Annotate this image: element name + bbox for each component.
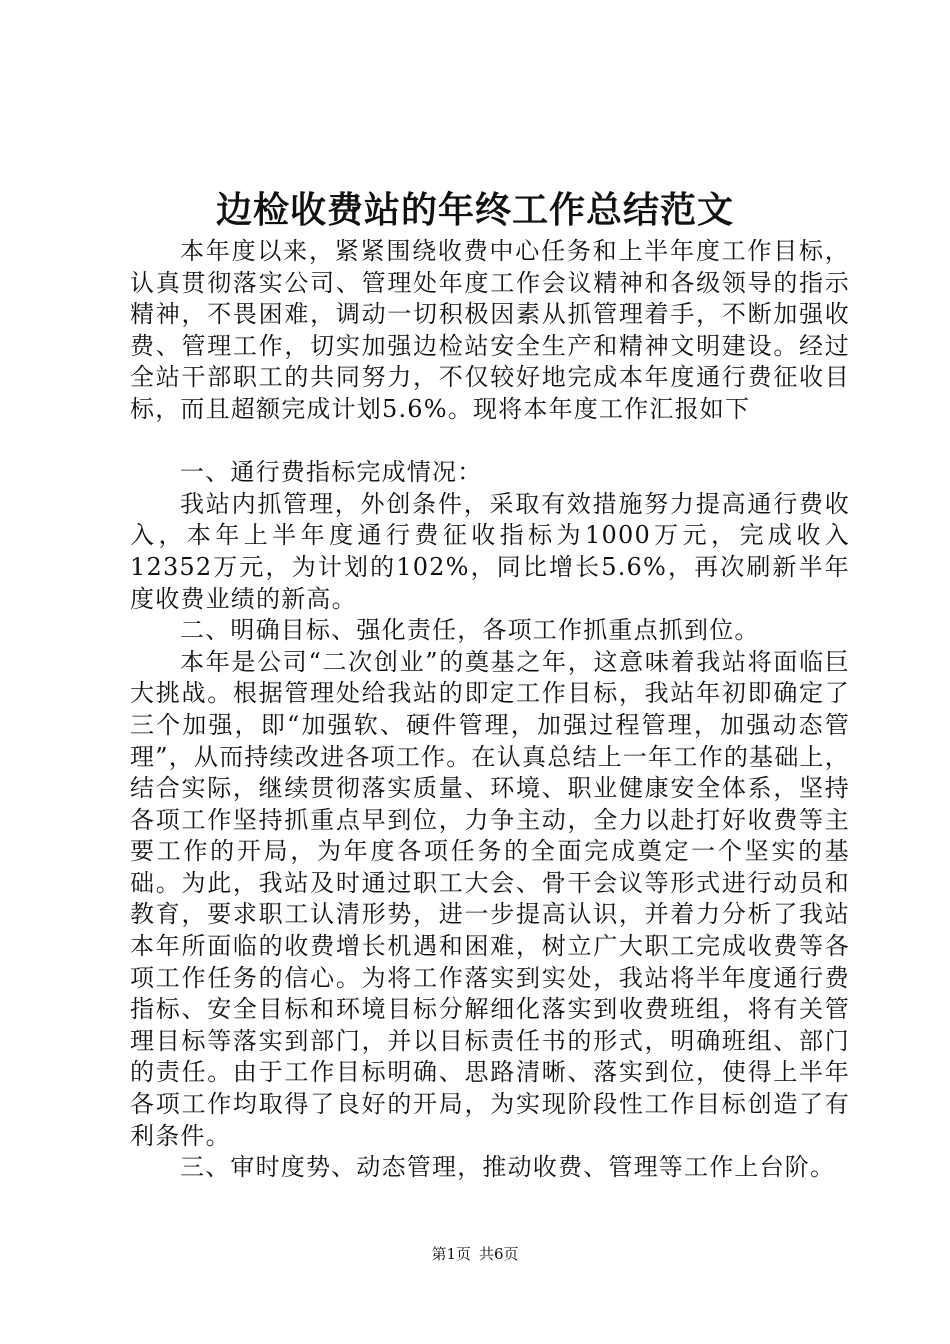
page-footer bbox=[0, 1244, 950, 1264]
document-body bbox=[130, 236, 850, 1184]
paragraph-section-2: 本年是公司“二次创业”的奠基之年，这意味着我站将面临巨大挑战。根据管理处给我站的即定工作目标，我站年初即确定了三个加强，即“加强软、硬件管理，加强过程管理，加强动态管理”，从而持续改进各项工作。在认真总结上一年工作的基础上，结合实际，继续贯彻落实质量、环境、职业健康安全体系，坚持各项工作坚持抓重点早到位，力争主动，全力以赴打好收费等主要工作的开局，为年度各项任务的全面完成奠定一个坚实的基础。为此，我站及时通过职工大会、骨干会议等形式进行动员和教育，要求职工认清形势，进一步提高认识，并着力分析了我站本年所面临的收费增长机遇和困难，树立广大职工完成收费等各项工作任务的信心。为将工作落实到实处，我站将半年度通行费指标、安全目标和环境目标分解细化落实到收费班组，将有关管理目标等落实到部门，并以目标责任书的形式，明确班组、部门的责任。由于工作目标明确、思路清晰、落实到位，使得上半年各项工作均取得了良好的开局，为实现阶段性工作目标创造了有利条件。 bbox=[130, 647, 850, 1150]
page-total: 共6页 bbox=[479, 1245, 519, 1263]
document-title: 边检收费站的年终工作总结范文 bbox=[215, 189, 734, 231]
paragraph-intro: 本年度以来，紧紧围绕收费中心任务和上半年度工作目标，认真贯彻落实公司、管理处年度工作会议精神和各级领导的指示精神，不畏困难，调动一切积极因素从抓管理着手，不断加强收费、管理工作，切实加强边检站安全生产和精神文明建设。经过全站干部职工的共同努力，不仅较好地完成本年度通行费征收目标，而且超额完成计划5.6%。现将本年度工作汇报如下 bbox=[130, 237, 850, 423]
section-heading-2: 二、明确目标、强化责任，各项工作抓重点抓到位。 bbox=[180, 616, 760, 645]
page-number: 第1页 bbox=[431, 1245, 471, 1263]
paragraph-section-1: 我站内抓管理，外创条件，采取有效措施努力提高通行费收入，本年上半年度通行费征收指标为1000万元，完成收入12352万元，为计划的102%，同比增长5.6%，再次刷新半年度收费业绩的新高。 bbox=[130, 489, 850, 613]
section-heading-3: 三、审时度势、动态管理，推动收费、管理等工作上台阶。 bbox=[180, 1153, 836, 1182]
section-heading-1: 一、通行费指标完成情况： bbox=[180, 458, 483, 487]
